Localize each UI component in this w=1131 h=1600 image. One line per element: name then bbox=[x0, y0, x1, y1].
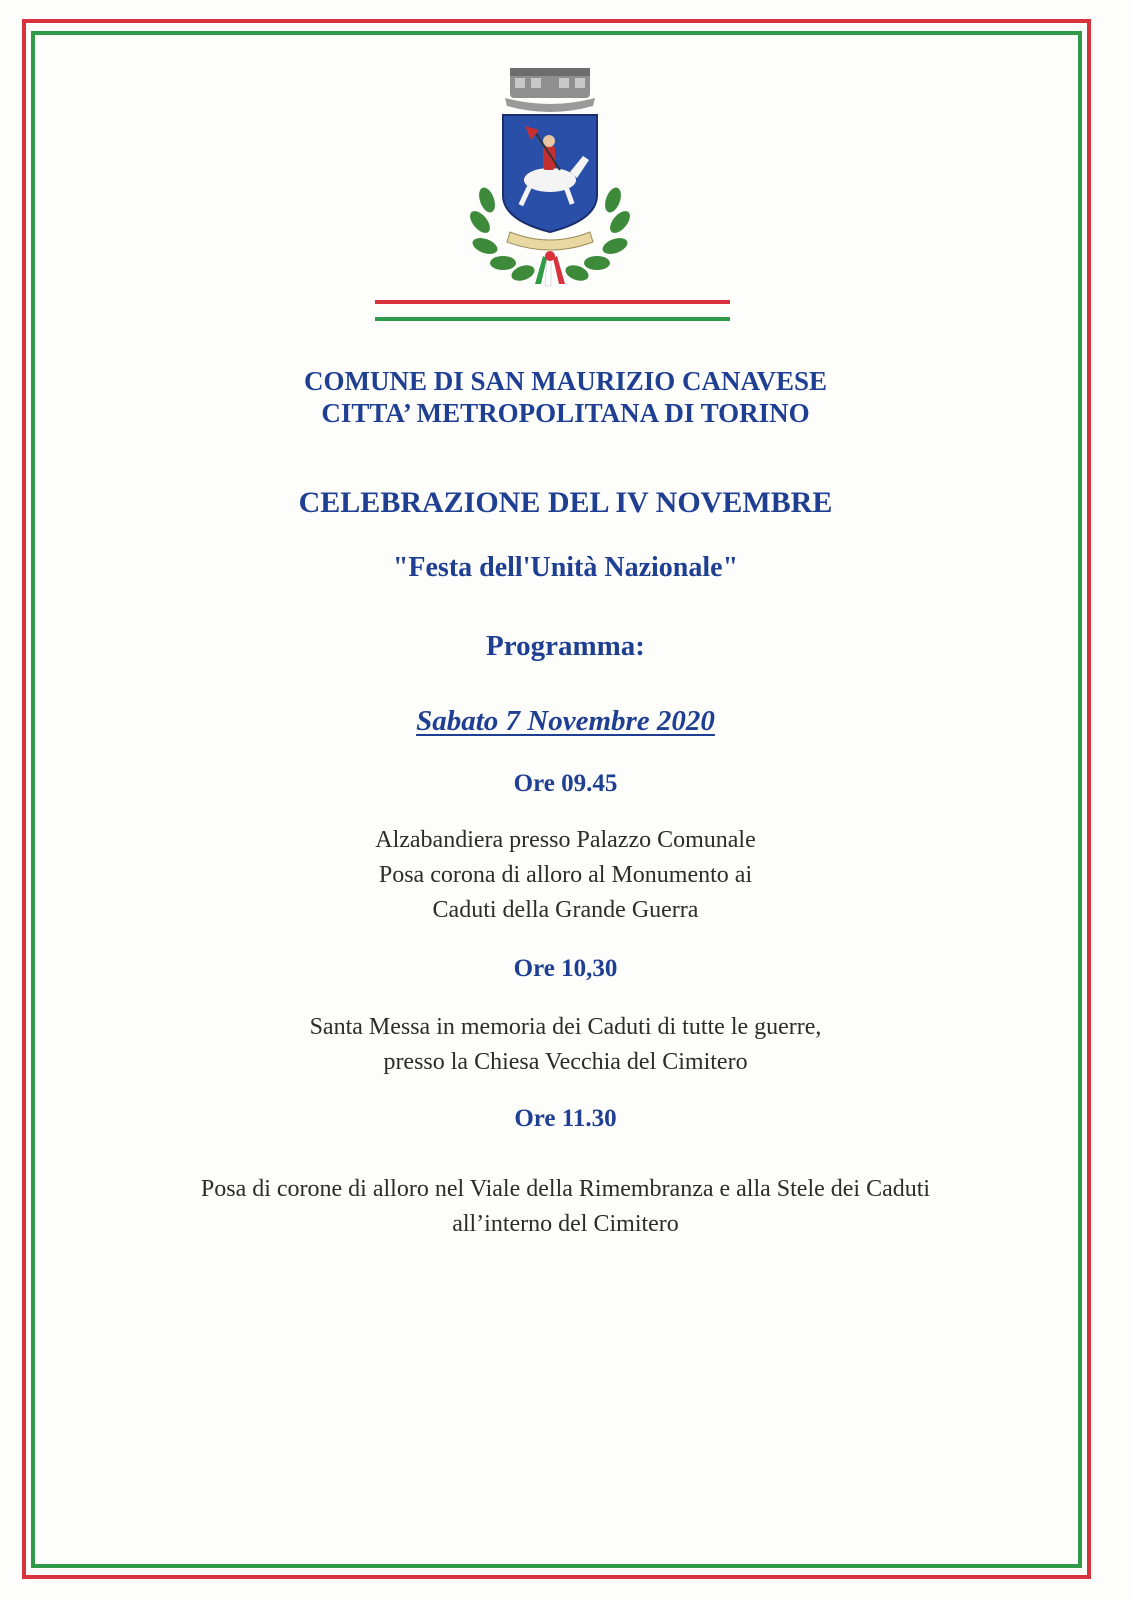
citta-heading: CITTA’ METROPOLITANA DI TORINO bbox=[321, 398, 810, 428]
subtitle: "Festa dell'Unità Nazionale" bbox=[392, 552, 739, 583]
comune-heading: COMUNE DI SAN MAURIZIO CANAVESE bbox=[303, 366, 828, 396]
tricolor-bow-icon bbox=[535, 251, 565, 286]
tricolor-bar-green bbox=[375, 317, 730, 321]
page-title: CELEBRAZIONE DEL IV NOVEMBRE bbox=[298, 486, 833, 519]
event-time: Ore 09.45 bbox=[513, 770, 618, 797]
event-line: Alzabandiera presso Palazzo Comunale bbox=[375, 827, 756, 853]
crown-icon bbox=[505, 68, 595, 112]
event-time: Ore 10,30 bbox=[513, 955, 618, 982]
event-description bbox=[0, 1172, 1131, 1242]
event-date: Sabato 7 Novembre 2020 bbox=[416, 705, 715, 737]
event-line: all’interno del Cimitero bbox=[452, 1211, 679, 1237]
event-description bbox=[0, 1010, 1131, 1080]
ribbon-icon bbox=[507, 232, 593, 250]
programma-label: Programma: bbox=[486, 630, 645, 662]
event-description bbox=[0, 823, 1131, 928]
event-line: presso la Chiesa Vecchia del Cimitero bbox=[383, 1049, 748, 1075]
event-line: Santa Messa in memoria dei Caduti di tutte le guerre, bbox=[309, 1014, 822, 1040]
event-line: Caduti della Grande Guerra bbox=[432, 897, 699, 923]
event-line: Posa di corone di alloro nel Viale della Rimembranza e alla Stele dei Caduti bbox=[200, 1176, 931, 1202]
tricolor-bar-red bbox=[375, 300, 730, 304]
event-time: Ore 11.30 bbox=[514, 1105, 617, 1132]
tricolor-bar-white bbox=[375, 305, 730, 310]
event-line: Posa corona di alloro al Monumento ai bbox=[378, 862, 753, 888]
coat-of-arms-icon bbox=[465, 60, 635, 290]
